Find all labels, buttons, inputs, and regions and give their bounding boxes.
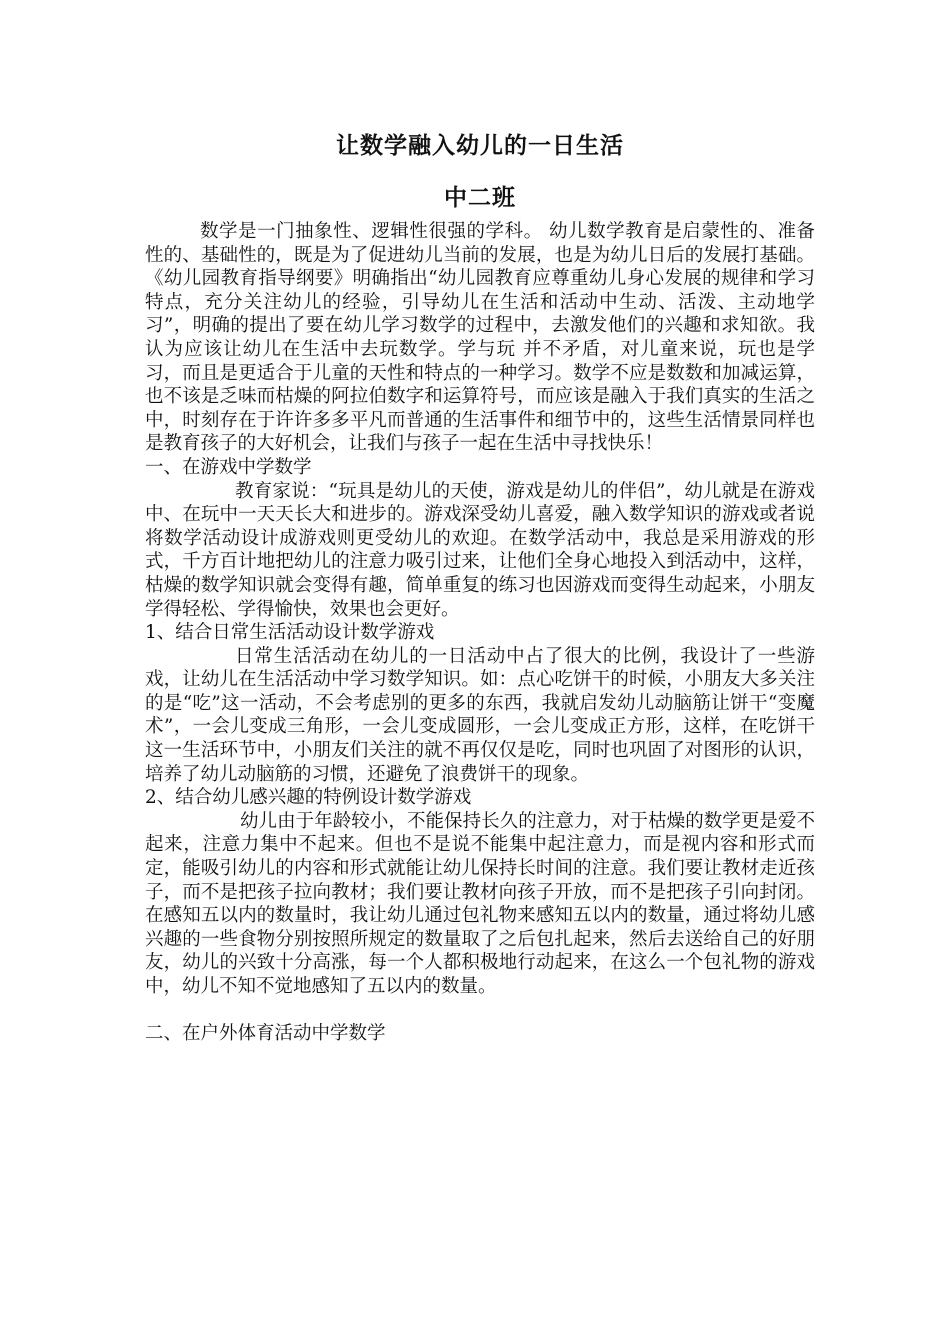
class-name: 中二班: [444, 185, 516, 211]
section1-paragraph: 教育家说：“玩具是幼儿的天使，游戏是幼儿的伴侣”，幼儿就是在游戏中、在玩中一天天长大和进步的。游戏深受幼儿喜爱，融入数学知识的游戏或者说将数学活动设计成游戏则更受幼儿的欢迎。在数学活动中，我总是采用游戏的形式，千方百计地把幼儿的注意力吸引过来，让他们全身心地投入到活动中，这样，枯燥的数学知识就会变得有趣，简单重复的练习也因游戏而变得生动起来，小朋友学得轻松、学得愉快，效果也会更好。: [145, 480, 815, 620]
subsection1-paragraph: 日常生活活动在幼儿的一日活动中占了很大的比例，我设计了一些游戏，让幼儿在生活活动中学习数学知识。如：点心吃饼干的时候，小朋友大多关注的是“吃”这一活动，不会考虑别的更多的东西，我就启发幼儿动脑筋让饼干“变魔术”，一会儿变成三角形，一会儿变成圆形，一会儿变成正方形，这样，在吃饼干这一生活环节中，小朋友们关注的就不再仅仅是吃，同时也巩固了对图形的认识，培养了幼儿动脑筋的习惯，还避免了浪费饼干的现象。: [145, 645, 815, 785]
document-title: 让数学融入幼儿的一日生活: [336, 133, 624, 159]
blank-line: [145, 999, 815, 1023]
section2-heading: 二、在户外体育活动中学数学: [145, 1023, 386, 1045]
subsection1-heading: 1、结合日常生活活动设计数学游戏: [145, 622, 435, 644]
document-page: [145, 130, 815, 1046]
subsection2-heading: 2、结合幼儿感兴趣的特例设计数学游戏: [145, 787, 472, 809]
subsection2-paragraph: 幼儿由于年龄较小，不能保持长久的注意力，对于枯燥的数学更是爱不起来，注意力集中不起来。但也不是说不能集中起注意力，而是视内容和形式而定，能吸引幼儿的内容和形式就能让幼儿保持长时间的注意。我们要让教材走近孩子，而不是把孩子拉向教材；我们要让教材向孩子开放，而不是把孩子引向封闭。在感知五以内的数量时，我让幼儿通过包礼物来感知五以内的数量，通过将幼儿感兴趣的一些食物分别按照所规定的数量取了之后包扎起来，然后去送给自己的好朋友，幼儿的兴致十分高涨，每一个人都积极地行动起来，在这么一个包礼物的游戏中，幼儿不知不觉地感知了五以内的数量。: [145, 810, 815, 997]
intro-paragraph: 数学是一门抽象性、逻辑性很强的学科。 幼儿数学教育是启蒙性的、准备性的、基础性的，既是为了促进幼儿当前的发展，也是为幼儿日后的发展打基础。《幼儿园教育指导纲要》明确指出“幼儿园教育应尊重幼儿身心发展的规律和学习特点，充分关注幼儿的经验，引导幼儿在生活和活动中生动、活泼、主动地学习”，明确的提出了要在幼儿学习数学的过程中，去激发他们的兴趣和求知欲。我认为应该让幼儿在生活中去玩数学。学与玩 并不矛盾，对儿童来说，玩也是学习，而且是更适合于儿童的天性和特点的一种学习。数学不应是数数和加减运算，也不该是乏味而枯燥的阿拉伯数字和运算符号，而应该是融入于我们真实的生活之中，时刻存在于许许多多平凡而普通的生活事件和细节中的，这些生活情景同样也是教育孩子的大好机会，让我们与孩子一起在生活中寻找快乐！: [145, 221, 815, 455]
section1-heading: 一、在游戏中学数学: [145, 456, 312, 478]
